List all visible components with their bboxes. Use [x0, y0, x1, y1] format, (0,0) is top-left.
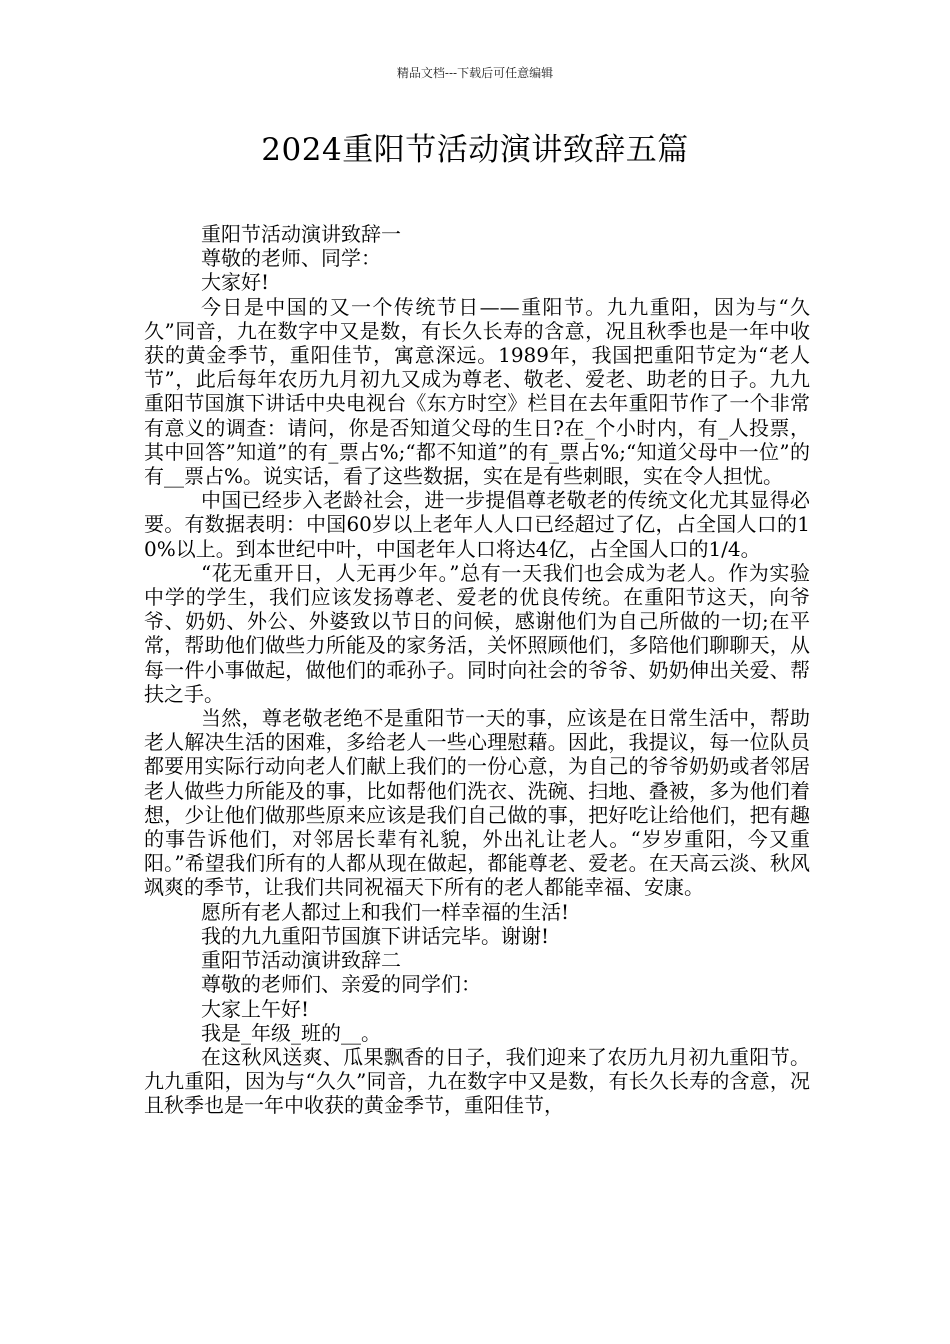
paragraph: 重阳节活动演讲致辞二: [201, 948, 401, 973]
paragraph: 重阳节活动演讲致辞一: [201, 222, 401, 246]
paragraph: 我是_年级_班的__。: [201, 1020, 381, 1045]
document-title: 2024重阳节活动演讲致辞五篇: [261, 132, 689, 168]
paragraph: 愿所有老人都过上和我们一样幸福的生活!: [201, 899, 570, 924]
paragraph: “花无重开日，人无再少年。”总有一天我们也会成为老人。作为实验中学的学生，我们应该发扬尊老、爱老的优良传统。在重阳节这天，向爷爷、奶奶、外公、外婆致以节日的问候，感谢他们为自己所做的一切;在平常，帮助他们做些力所能及的家务活，关怀照顾他们，多陪他们聊聊天，从每一件小事做起，做他们的乖孙子。同时向社会的爷爷、奶奶伸出关爱、帮扶之手。: [144, 560, 810, 706]
paragraph: 中国已经步入老龄社会，进一步提倡尊老敬老的传统文化尤其显得必要。有数据表明：中国60岁以上老年人人口已经超过了亿，占全国人口的10%以上。到本世纪中叶，中国老年人口将达4亿，占全国人口的1/4。: [144, 488, 810, 561]
paragraph: 今日是中国的又一个传统节日——重阳节。九九重阳，因为与“久久”同音，九在数字中又是数，有长久长寿的含意，况且秋季也是一年中收获的黄金季节，重阳佳节，寓意深远。1989年，我国把重阳节定为“老人节”，此后每年农历九月初九又成为尊老、敬老、爱老、助老的日子。九九重阳节国旗下讲话中央电视台《东方时空》栏目在去年重阳节作了一个非常有意义的调查：请问，你是否知道父母的生日?在_个小时内，有_人投票，其中回答”知道”的有_票占%;“都不知道”的有_票占%;“知道父母中一位”的有__票占%。说实话，看了这些数据，实在是有些刺眼，实在令人担忧。: [144, 294, 810, 489]
document-body: [144, 222, 810, 1118]
header-note: 精品文档---下载后可任意编辑: [396, 66, 554, 80]
paragraph: 我的九九重阳节国旗下讲话完毕。谢谢!: [201, 923, 550, 948]
paragraph: 大家上午好!: [201, 996, 310, 1021]
paragraph: 当然，尊老敬老绝不是重阳节一天的事，应该是在日常生活中，帮助老人解决生活的困难，多给老人一些心理慰藉。因此，我提议，每一位队员都要用实际行动向老人们献上我们的一份心意，为自己的爷爷奶奶或者邻居老人做些力所能及的事，比如帮他们洗衣、洗碗、扫地、叠被，多为他们着想，少让他们做那些原来应该是我们自己做的事，把好吃让给他们，把有趣的事告诉他们，对邻居长辈有礼貌，外出礼让老人。“岁岁重阳，今又重阳。”希望我们所有的人都从现在做起，都能尊老、爱老。在天高云淡、秋风飒爽的季节，让我们共同祝福天下所有的老人都能幸福、安康。: [144, 706, 810, 900]
paragraph: 大家好!: [201, 270, 270, 295]
paragraph: 在这秋风送爽、瓜果飘香的日子，我们迎来了农历九月初九重阳节。九九重阳，因为与“久久”同音，九在数字中又是数，有长久长寿的含意，况且秋季也是一年中收获的黄金季节，重阳佳节，: [144, 1044, 810, 1118]
paragraph: 尊敬的老师、同学：: [201, 246, 381, 271]
paragraph: 尊敬的老师们、亲爱的同学们：: [201, 972, 481, 997]
